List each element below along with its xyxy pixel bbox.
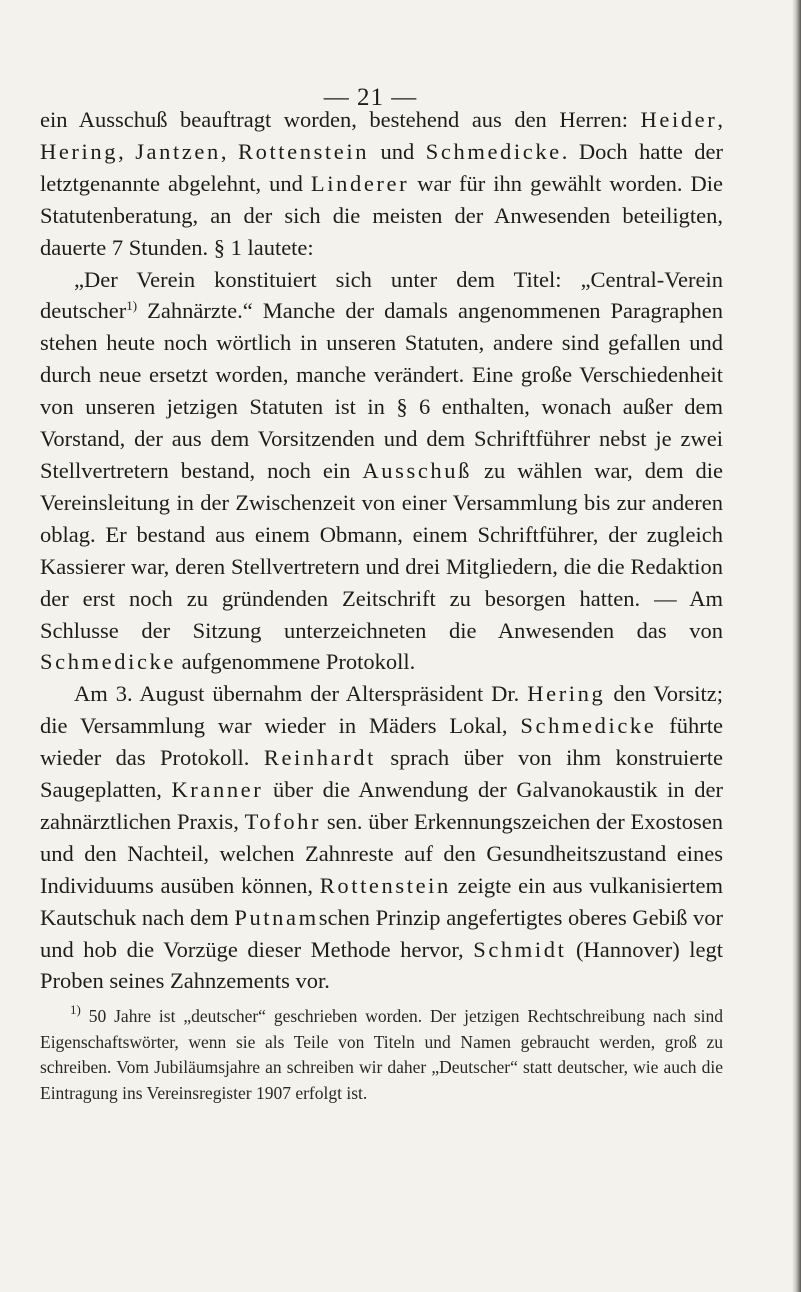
paragraph-2 — [40, 264, 723, 679]
spaced-name: Heider — [640, 107, 718, 132]
spaced-name: Schmedicke — [425, 138, 562, 164]
spaced-name: Tofohr — [244, 808, 322, 834]
spaced-name: Jantzen — [135, 138, 221, 164]
text-run: (Hannover) legt Proben seines Zahnzements vor. — [40, 936, 723, 994]
footnote-marker: 1) — [126, 298, 138, 314]
text-run: sprach über von ihm konstruierte Saugeplatten, — [40, 745, 724, 803]
spaced-name: Schmedicke — [520, 713, 657, 739]
text-run: sen. über Erkennungszeichen der Exostosen und den Nachteil, welchen Zahnreste auf den Gesundheitszustand eines Individuums ausüben können, — [40, 808, 724, 898]
text-run: zu wählen war, dem die Vereinsleitung in der Zwischenzeit von einer Versammlung bis zur anderen oblag. Er bestand aus einem Obmann, einem Schriftführer, der zugleich Kassierer war, deren Stellvertretern und drei Mitgliedern, die die Redaktion der erst noch zu gründenden Zeitschrift zu besorgen hatten. — Am Schlusse der Sitzung unterzeichneten die Anwesenden das von — [40, 457, 724, 643]
text-run: „Der Verein konstituiert sich unter dem Titel: „Central-Verein deutscher — [40, 266, 723, 324]
text-run: Am 3. August übernahm der Alterspräsident Dr. — [74, 681, 528, 707]
text-run: schen Prinzip angefertigtes oberes Gebiß vor und hob die Vorzüge dieser Methode hervor, — [40, 904, 723, 962]
page-number: — 21 — — [323, 84, 418, 111]
text-run: den Vorsitz; die Versammlung war wieder in Mäders Lokal, — [40, 681, 723, 739]
spaced-name: Hering — [40, 138, 119, 164]
spaced-name: Schmedicke — [40, 649, 176, 675]
spaced-name: Putnam — [234, 904, 319, 930]
paragraph-1 — [40, 104, 723, 264]
text-run: über die Anwendung der Galvanokaustik in der zahnärztlichen Praxis, — [40, 777, 724, 834]
text-run: führte wieder das Protokoll. — [40, 713, 723, 771]
text-run: 50 Jahre ist „deutscher“ geschrieben worden. Der jetzigen Rechtschreibung nach sind Eigenschaftswörter, wenn sie als Teile von Titeln und Namen gebraucht werden, groß zu schreiben. Vom Jubiläumsjahre an schreiben wir daher „Deutscher“ statt deutscher, wie auch die Eintragung ins Vereinsregister 1907 erfolgt ist. — [40, 1006, 723, 1103]
text-run: aufgenommene Protokoll. — [175, 649, 416, 675]
spaced-name: Schmidt — [473, 936, 567, 962]
spaced-name: Reinhardt — [263, 745, 376, 771]
spaced-name: Ausschuß — [362, 457, 472, 483]
spaced-name: Rottenstein — [319, 872, 451, 898]
spaced-name: Linderer — [310, 170, 410, 196]
spaced-name: Kranner — [171, 777, 264, 803]
footnote-text — [40, 1004, 723, 1106]
paragraph-3 — [40, 678, 723, 997]
text-run: zeigte ein aus vulkanisiertem Kautschuk nach dem — [40, 872, 723, 930]
text-run: , — [118, 138, 136, 164]
spaced-name: Hering — [527, 681, 606, 707]
text-run: Zahnärzte.“ Manche der damals angenommenen Paragraphen stehen heute noch wörtlich in unseren Statuten, andere sind gefallen und durch neue ersetzt worden, manche verändert. Eine große Verschiedenheit von unseren jetzigen Statuten ist in § 6 enthalten, wonach außer dem Vorstand, der aus dem Vorsitzenden und dem Schriftführer nebst je zwei Stellvertretern bestand, noch ein — [40, 298, 723, 483]
spaced-name: Rottenstein — [237, 138, 370, 164]
text-run: , — [220, 138, 238, 164]
text-run: ein Ausschuß beauftragt worden, bestehend aus den Herren: — [40, 107, 641, 132]
page-edge-shadow — [792, 0, 801, 1292]
text-run: , — [717, 107, 723, 132]
text-run: und — [369, 138, 426, 164]
body-text — [40, 104, 723, 997]
text-run: war für ihn gewählt worden. Die Statutenberatung, an der sich die meisten der Anwesenden beteiligten, dauerte 7 Stunden. § 1 lautete: — [40, 170, 723, 260]
footnote-marker: 1) — [70, 1002, 81, 1017]
footnote — [40, 1004, 723, 1106]
text-run: . Doch hatte der letztgenannte abgelehnt, und — [40, 138, 724, 196]
